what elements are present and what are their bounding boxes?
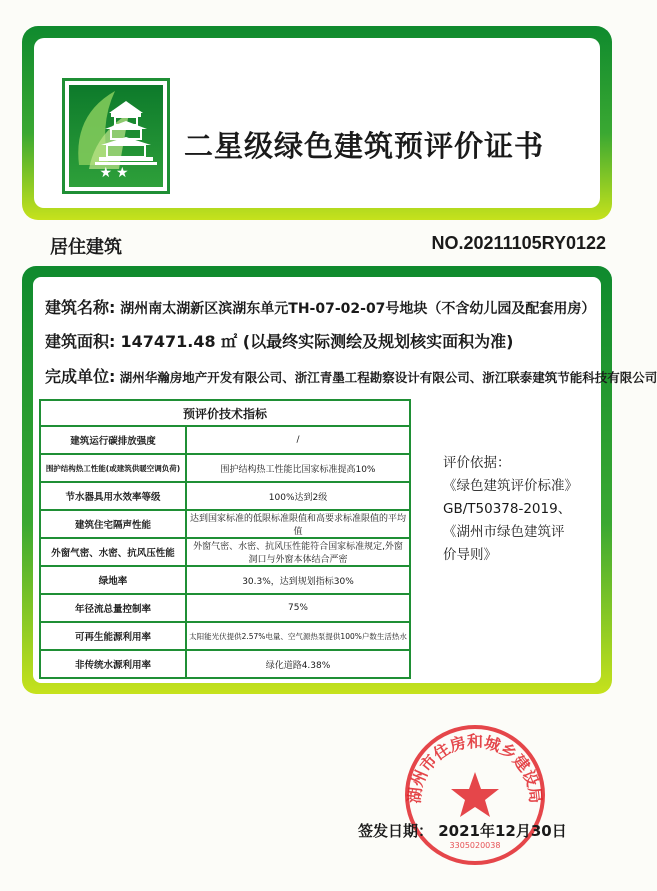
table-row [40,538,410,566]
seal-text: 湖州市住房和城乡建设局 [404,731,546,805]
table-row [40,454,410,482]
basis-line: 《湖州市绿色建筑评 [443,524,565,540]
completion-unit-row [45,364,657,387]
building-area-value: 147471.48 ㎡ (以最终实际测绘及规划核实面积为准) [120,332,514,351]
indicator-key: 建筑住宅隔声性能 [40,510,186,538]
indicator-value: 30.3%，达到规划指标30% [186,566,410,594]
issue-date-label: 签发日期： [358,822,434,840]
issue-date-row [358,820,567,841]
indicator-key: 建筑运行碳排放强度 [40,426,186,454]
table-row [40,566,410,594]
indicator-key: 绿地率 [40,566,186,594]
indicator-table [39,399,411,679]
building-area-row [45,329,513,352]
table-row [40,594,410,622]
building-category: 居住建筑 [50,237,122,258]
indicator-value: 外窗气密、水密、抗风压性能符合国家标准规定,外窗洞口与外窗本体结合严密 [186,538,410,566]
official-seal-icon [400,720,550,870]
building-name-row [45,295,595,318]
indicator-key: 可再生能源利用率 [40,622,186,650]
indicator-value: 100%达到2级 [186,482,410,510]
basis-line: 价导则》 [443,547,497,563]
temple-leaf-logo-icon [62,78,170,194]
basis-line: GB/T50378-2019、 [443,501,572,517]
top-frame [22,26,612,220]
star-rating: ★★ [99,165,133,181]
table-row [40,622,410,650]
building-name-label: 建筑名称: [45,298,116,317]
basis-line: 评价依据： [443,455,511,471]
indicator-value: 太阳能光伏提供2.57%电量、空气源热泵提供100%户数生活热水 [186,622,410,650]
building-area-label: 建筑面积: [45,332,116,351]
indicator-key: 非传统水源利用率 [40,650,186,678]
main-frame-inner [33,277,657,683]
table-header: 预评价技术指标 [40,400,410,426]
indicator-value: 绿化道路4.38% [186,650,410,678]
indicator-value: 围护结构热工性能比国家标准提高10% [186,454,410,482]
indicator-value: 达到国家标准的低限标准限值和高要求标准限值的平均值 [186,510,410,538]
top-frame-inner [34,38,600,208]
seal-code: 3305020038 [449,841,501,850]
evaluation-basis [443,452,578,567]
certificate-title: 二星级绿色建筑预评价证书 [184,129,545,163]
table-row [40,426,410,454]
indicator-key: 年径流总量控制率 [40,594,186,622]
issue-date-value: 2021年12月30日 [438,822,567,840]
indicator-value: 75% [186,594,410,622]
completion-unit-value: 湖州华瀚房地产开发有限公司、浙江青墨工程勘察设计有限公司、浙江联泰建筑节能科技有限公司 [119,370,657,385]
basis-line: 《绿色建筑评价标准》 [443,478,578,494]
table-row [40,650,410,678]
indicator-key: 外窗气密、水密、抗风压性能 [40,538,186,566]
main-frame [22,266,657,694]
indicator-key: 围护结构热工性能(或建筑供暖空调负荷) [40,454,186,482]
completion-unit-label: 完成单位: [45,367,116,386]
table-row [40,482,410,510]
building-name-value: 湖州南太湖新区滨湖东单元TH-07-02-07号地块（不含幼儿园及配套用房） [120,301,596,317]
indicator-value: / [186,426,410,454]
table-header-row [40,400,410,426]
certificate-number: NO.20211105RY0122 [431,233,606,253]
indicator-key: 节水器具用水效率等级 [40,482,186,510]
table-row [40,510,410,538]
